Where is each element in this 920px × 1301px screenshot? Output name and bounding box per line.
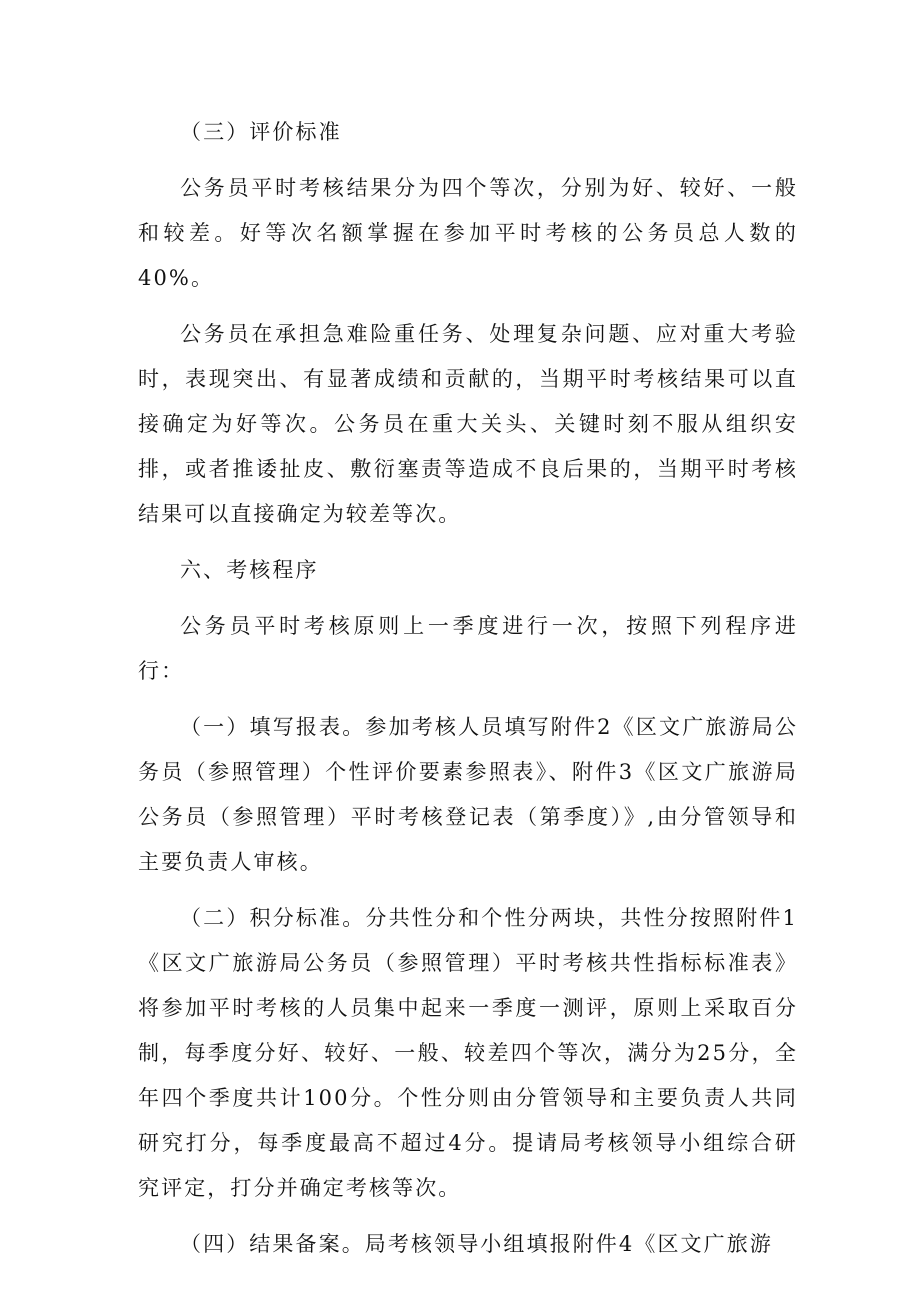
paragraph-result-filing: （四）结果备案。局考核领导小组填报附件4《区文广旅游 <box>180 1232 773 1256</box>
document-body <box>138 110 798 1278</box>
paragraph-direct-determination: 公务员在承担急难险重任务、处理复杂问题、应对重大考验时，表现突出、有显著成绩和贡献的，当期平时考核结果可以直接确定为好等次。公务员在重大关头、关键时刻不服从组织安排，或者推诿扯皮、敷衍塞责等造成不良后果的，当期平时考核结果可以直接确定为较差等次。 <box>138 322 798 526</box>
paragraph-scoring-standard: （二）积分标准。分共性分和个性分两块，共性分按照附件1《区文广旅游局公务员（参照管理）平时考核共性指标标准表》将参加平时考核的人员集中起来一季度一测评，原则上采取百分制，每季度分好、较好、一般、较差四个等次，满分为25分，全年四个季度共计100分。个性分则由分管领导和主要负责人共同研究打分，每季度最高不超过4分。提请局考核领导小组综合研究评定，打分并确定考核等次。 <box>138 906 798 1200</box>
paragraph-procedure-intro: 公务员平时考核原则上一季度进行一次，按照下列程序进行： <box>138 614 798 683</box>
paragraph-result-grades: 公务员平时考核结果分为四个等次，分别为好、较好、一般和较差。好等次名额掌握在参加平时考核的公务员总人数的40%。 <box>138 176 798 290</box>
heading-assessment-procedure: 六、考核程序 <box>180 558 319 582</box>
heading-evaluation-standard: （三）评价标准 <box>180 120 342 144</box>
paragraph-fill-forms: （一）填写报表。参加考核人员填写附件2《区文广旅游局公务员（参照管理）个性评价要素参照表》、附件3《区文广旅游局公务员（参照管理）平时考核登记表（第季度）》,由分管领导和主要负责人审核。 <box>138 715 798 874</box>
